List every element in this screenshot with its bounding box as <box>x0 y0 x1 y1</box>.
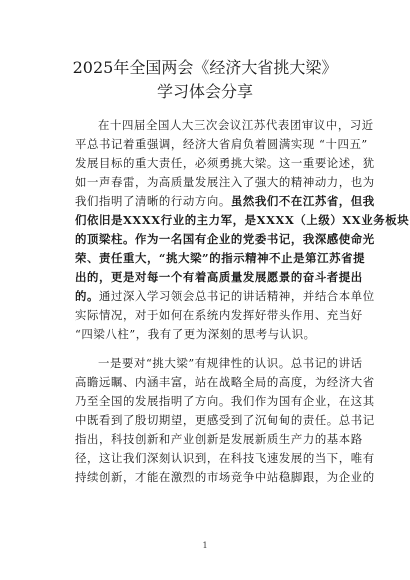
text-segment: 通过深入学习领会总书记的讲话精神，并结合本单位 <box>98 289 375 303</box>
text-line: 中既看到了殷切期望，更感受到了沉甸甸的责任。总书记 <box>75 413 375 427</box>
text-line: 在十四届全国人大三次会议江苏代表团审议中，习近 <box>98 118 374 132</box>
bold-text-line: 出的，更是对每一个有着高质量发展愿景的奋斗者提出 <box>75 270 363 284</box>
text-line: 平总书记着重强调，经济大省肩负着圆满实现 “十四五” <box>75 137 368 151</box>
page-number: 1 <box>202 541 208 550</box>
text-line: 指出，科技创新和产业创新是发展新质生产力的基本路 <box>75 432 363 446</box>
bold-text-line: 荣、责任重大，“挑大梁”的指示精神不止是第江苏省提 <box>75 251 366 265</box>
text-line: 乃至全国的发展指明了方向。我们作为国有企业，在这其 <box>75 394 375 408</box>
text-line: 径，这让我们深刻认识到，在科技飞速发展的当下，唯有 <box>75 451 375 465</box>
text-line: 一是要对“挑大梁”有规律性的认识。总书记的讲话 <box>98 356 363 370</box>
bold-text-segment: 虽然我们不在江苏省，但我 <box>230 194 375 208</box>
document-title-line2: 学习体会分享 <box>156 82 253 101</box>
text-line: 发展目标的重大责任，必须勇挑大梁。这一重要论述，犹 <box>75 156 375 170</box>
text-segment: 我们指明了清晰的行动方向。 <box>75 194 231 208</box>
bold-text-line: 们依旧是XXXX行业的主力军，是XXXX（上级）XX业务板块 <box>75 213 410 227</box>
text-line: 如一声春雷，为高质量发展注入了强大的精神动力，也为 <box>75 175 375 189</box>
text-line: 持续创新，才能在激烈的市场竞争中站稳脚跟，为企业的 <box>75 470 375 484</box>
text-line <box>75 289 375 303</box>
bold-text-line: 的顶梁柱。作为一名国有企业的党委书记，我深感使命光 <box>75 232 375 246</box>
document-title-line1: 2025年全国两会《经济大省挑大梁》 <box>72 58 338 77</box>
bold-text-segment: 的。 <box>75 289 99 303</box>
text-line <box>75 194 375 208</box>
text-line: 高瞻远瞩、内涵丰富，站在战略全局的高度，为经济大省 <box>75 375 375 389</box>
text-line: 实际情况，对于如何在系统内发挥好带头作用、充当好 <box>75 308 363 322</box>
text-line: “四梁八柱”，我有了更为深刻的思考与认识。 <box>75 327 316 341</box>
